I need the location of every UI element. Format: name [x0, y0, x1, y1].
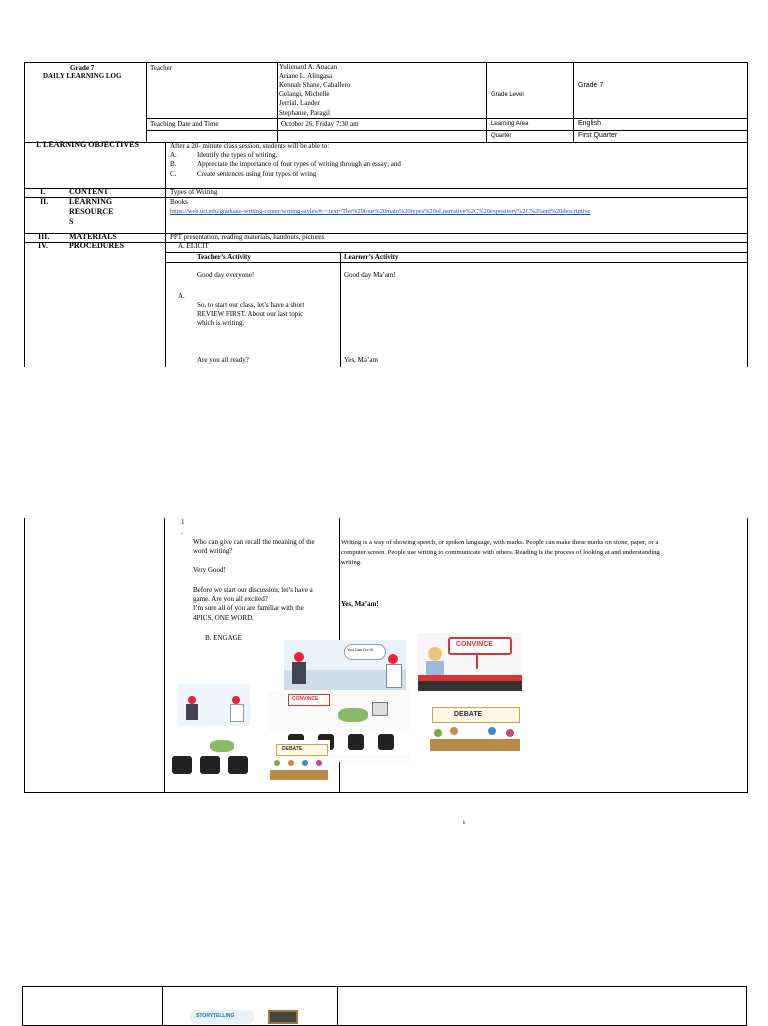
- teacher-name-1: Yulienard A. Anacan: [279, 63, 338, 71]
- objective-a-letter: A.: [170, 151, 177, 159]
- resources-label-3: S: [69, 217, 74, 226]
- teacher-line-review-1: So, to start our class, let’s have a short: [197, 301, 305, 309]
- you-can-text: You Can Do It!: [347, 647, 373, 652]
- teacher-line-recall-2: word writing?: [193, 547, 233, 555]
- debate-illustration: [428, 705, 522, 753]
- teacher-label: Teacher: [150, 64, 173, 72]
- area-label: Learning Area: [491, 121, 529, 127]
- teacher-line-recall-1: Who can give can recall the meaning of the: [193, 538, 315, 546]
- objective-c-text: Create sentences using four types of wring: [197, 170, 317, 178]
- grade-level-value: Grade 7: [578, 82, 604, 89]
- content-num: I.: [40, 187, 46, 196]
- small-teaching-illustration: [178, 684, 250, 726]
- teacher-line-game-1: Before we start our discussion, let’s have a: [193, 586, 313, 594]
- quarter-value: First Quarter: [578, 132, 618, 139]
- content-label: CONTENT: [69, 187, 109, 196]
- classroom-debate-illustration: [170, 740, 330, 786]
- content-value: Types of Writing: [170, 188, 218, 196]
- learner-answer-1: Writing is a way of showing speech, or spoken language, with marks. People can make these marks on stone, paper, or a: [341, 539, 659, 546]
- objectives-label: I. LEARNING OBJECTIVES: [36, 140, 139, 149]
- teacher-line-game-2: game. Are you all excited?: [193, 595, 268, 603]
- quarter-label: Quarter: [491, 133, 512, 139]
- objective-c-letter: C.: [170, 170, 177, 178]
- storytelling-text: STORYTELLING: [196, 1013, 235, 1019]
- resources-link[interactable]: https://web.uri.edu/graduate-writing-center/writing-styles/#:~:text=The%20four%20main%20types%20of,narrative%2C%20expository%2C%20and%20descriptive: [170, 208, 591, 215]
- learner-answer-3: writing.: [341, 559, 362, 566]
- teacher-line-letter: A.: [178, 292, 185, 300]
- procedures-label: PROCEDURES: [69, 241, 125, 250]
- date-label: Teaching Date and Time: [150, 120, 219, 128]
- page2-num-dot: .: [181, 528, 183, 536]
- log-title: DAILY LEARNING LOG: [43, 72, 122, 80]
- small-convince-text: CONVINCE: [292, 696, 319, 702]
- storytelling-illustration: [190, 1010, 254, 1024]
- area-value: English: [578, 120, 601, 127]
- teacher-line-review-3: which is writing.: [197, 319, 245, 327]
- materials-value: PPT presentation, reading materials, handouts, pictures: [170, 233, 325, 241]
- teacher-line-review-2: REVIEW FIRST. About our last topic: [197, 310, 304, 318]
- you-can-do-it-illustration: [284, 640, 406, 692]
- learner-line-greeting: Good day Ma’am!: [344, 271, 396, 279]
- convince-text: CONVINCE: [456, 641, 493, 648]
- procedures-sub: A. ELICIT: [178, 242, 209, 250]
- objectives-intro: After a 20- minute class session, students will be able to:: [170, 142, 330, 150]
- teacher-line-game-4: 4PICS, ONE WORD.: [193, 614, 254, 622]
- resources-num: II.: [40, 197, 49, 206]
- teacher-line-greeting: Good day everyone!: [197, 271, 255, 279]
- teacher-name-5: Jerrial, Lander: [279, 99, 320, 107]
- learner-line-yes: Yes, Ma’am: [344, 356, 378, 364]
- resources-value: Books: [170, 198, 188, 206]
- small-debate-text: DEBATE: [282, 746, 303, 752]
- page3-table-border: [22, 986, 747, 1026]
- materials-num: III.: [38, 232, 50, 241]
- procedures-num: IV.: [38, 241, 48, 250]
- objective-a-text: Identify the types of writing,: [197, 151, 278, 159]
- objective-b-letter: B.: [170, 160, 177, 168]
- page2-num: 1: [181, 518, 185, 526]
- teacher-name-4: Gelangi, Michelle: [279, 90, 330, 98]
- teacher-name-3: Kennah Shane, Caballero: [279, 81, 351, 89]
- learner-answer-2: computer screen. People use writing to communicate with others. Reading is the process of looking at and understanding: [341, 549, 660, 556]
- teacher-name-6: Stephanie, Paragil: [279, 109, 330, 117]
- objective-b-text: Appreciate the importance of four types of writing through an essay; and: [197, 160, 401, 168]
- grade-title: Grade 7: [70, 64, 95, 72]
- engage-label: B. ENGAGE: [205, 634, 242, 642]
- materials-label: MATERIALS: [69, 232, 117, 241]
- teacher-line-game-3: I’m sure all of you are familiar with the: [193, 604, 304, 612]
- stray-mark: h: [463, 821, 466, 826]
- resources-label-1: LEARNING: [69, 197, 113, 206]
- date-value: October 26, Friday 7:30 am: [281, 120, 359, 128]
- teacher-line-very-good: Very Good!: [193, 566, 226, 574]
- resources-label-2: RESOURCE: [69, 207, 114, 216]
- teacher-activity-header: Teacher’s Activity: [197, 253, 251, 261]
- framed-picture-illustration: [268, 1010, 298, 1024]
- teacher-line-ready: Are you all ready?: [197, 356, 249, 364]
- convince-illustration: [418, 633, 522, 691]
- grade-level-label: Grade Level: [491, 92, 524, 98]
- learner-activity-header: Learner’s Activity: [344, 253, 399, 261]
- learner-yes-excited: Yes, Ma’am!: [341, 600, 379, 608]
- debate-text: DEBATE: [454, 711, 483, 718]
- teacher-name-2: Ariane L. Alingasa: [279, 72, 333, 80]
